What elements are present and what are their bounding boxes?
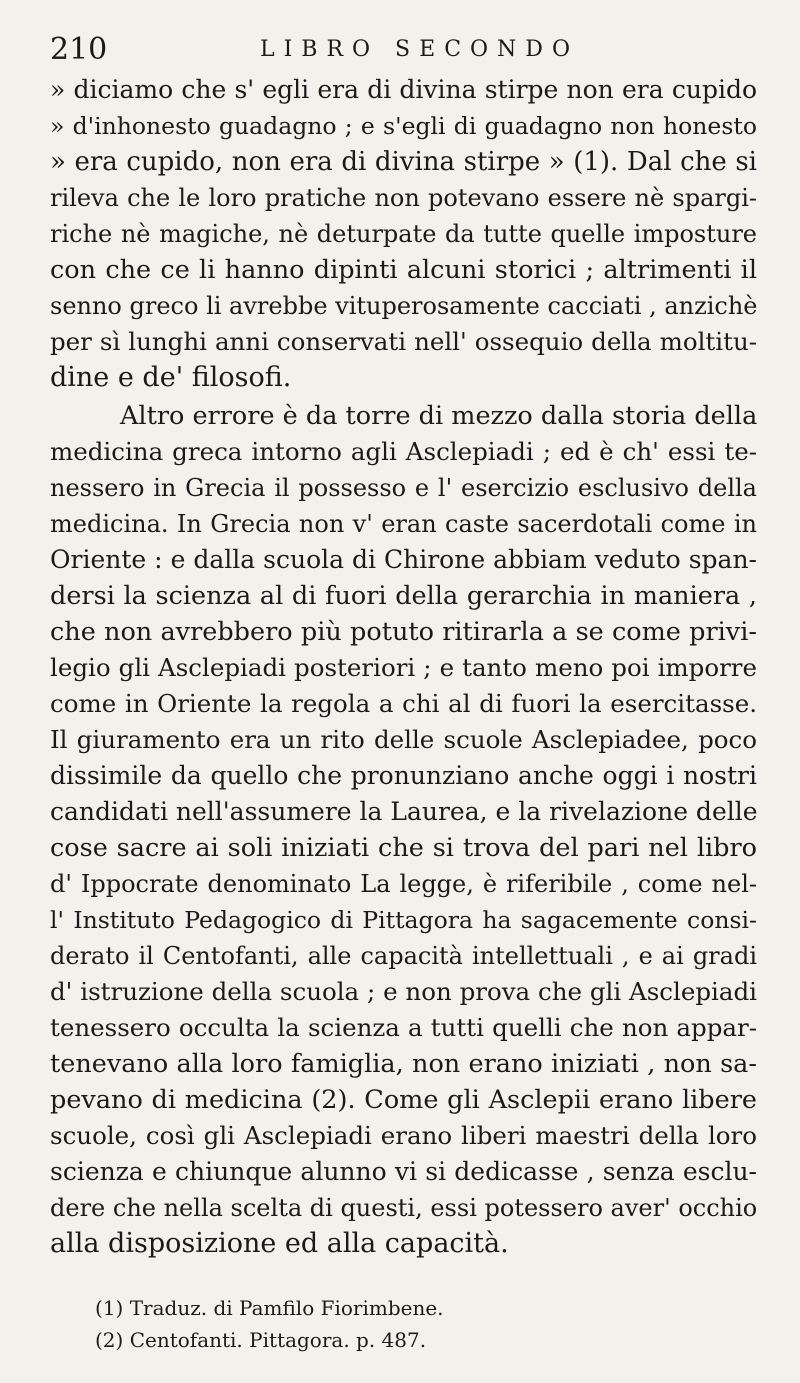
text-line: » diciamo che s' egli era di divina stirpe non era cupido [50,75,757,104]
text-line: rileva che le loro pratiche non potevano essere nè spargi- [50,184,757,212]
text-line: riche nè magiche, nè deturpate da tutte quelle imposture [50,220,757,248]
text-line: con che ce li hanno dipinti alcuni storici ; altrimenti il [50,255,757,285]
text-line: scuole, così gli Asclepiadi erano liberi maestri della loro [50,1121,757,1150]
text-line: » d'inhonesto guadagno ; e s'egli di guadagno non honesto [50,112,757,140]
text-line: per sì lunghi anni conservati nell' ossequio della moltitu- [50,327,757,356]
text-line: medicina. In Grecia non v' eran caste sacerdotali come in [50,510,757,538]
paragraph [50,398,757,1262]
paragraph [50,72,757,396]
text-line: medicina greca intorno agli Asclepiadi ; ed è ch' essi te- [50,437,757,466]
text-line: tenessero occulta la scienza a tutti quelli che non appar- [50,1013,757,1042]
text-line: derato il Centofanti, alle capacità intellettuali , e ai gradi [50,942,757,970]
text-line: alla disposizione ed alla capacità. [50,1228,509,1259]
text-line: pevano di medicina (2). Come gli Asclepii erano libere [50,1085,757,1115]
page-number: 210 [50,32,108,67]
body-text [50,72,757,1262]
text-line: dissimile da quello che pronunziano anche oggi i nostri [50,761,757,790]
footnote: (2) Centofanti. Pittagora. p. 487. [95,1328,427,1352]
text-line: legio gli Asclepiadi posteriori ; e tanto meno poi imporre [50,653,757,682]
footnote: (1) Traduz. di Pamfilo Fiorimbene. [95,1296,444,1320]
footnotes [95,1292,595,1356]
text-line: l' Instituto Pedagogico di Pittagora ha sagacemente consi- [50,906,757,934]
text-line: come in Oriente la regola a chi al di fuori la esercitasse. [50,689,757,718]
text-line: dersi la scienza al di fuori della gerarchia in maniera , [50,581,757,611]
text-line: dere che nella scelta di questi, essi potessero aver' occhio [50,1194,758,1222]
text-line: d' Ippocrate denominato La legge, è riferibile , come nel- [50,870,757,898]
text-line: cose sacre ai soli iniziati che si trova del pari nel libro [50,833,757,863]
text-line: tenevano alla loro famiglia, non erano iniziati , non sa- [50,1049,757,1079]
text-line: » era cupido, non era di divina stirpe » (1). Dal che si [50,147,757,177]
text-line: d' istruzione della scuola ; e non prova che gli Asclepiadi [50,977,757,1006]
text-line: scienza e chiunque alunno vi si dedicasse , senza esclu- [50,1157,757,1186]
text-line: Il giuramento era un rito delle scuole Asclepiadee, poco [50,725,757,754]
running-title: LIBRO SECONDO [260,37,579,62]
text-line: che non avrebbero più potuto ritirarla a se come privi- [50,617,757,647]
text-line: Oriente : e dalla scuola di Chirone abbiam veduto span- [50,545,757,574]
text-line: senno greco li avrebbe vituperosamente cacciati , anzichè [50,292,758,320]
text-line: Altro errore è da torre di mezzo dalla storia della [120,401,758,431]
text-line: dine e de' filosofi. [50,362,292,393]
page-header [50,30,750,70]
text-line: candidati nell'assumere la Laurea, e la rivelazione delle [50,797,758,826]
text-line: nessero in Grecia il possesso e l' esercizio esclusivo della [50,474,757,502]
